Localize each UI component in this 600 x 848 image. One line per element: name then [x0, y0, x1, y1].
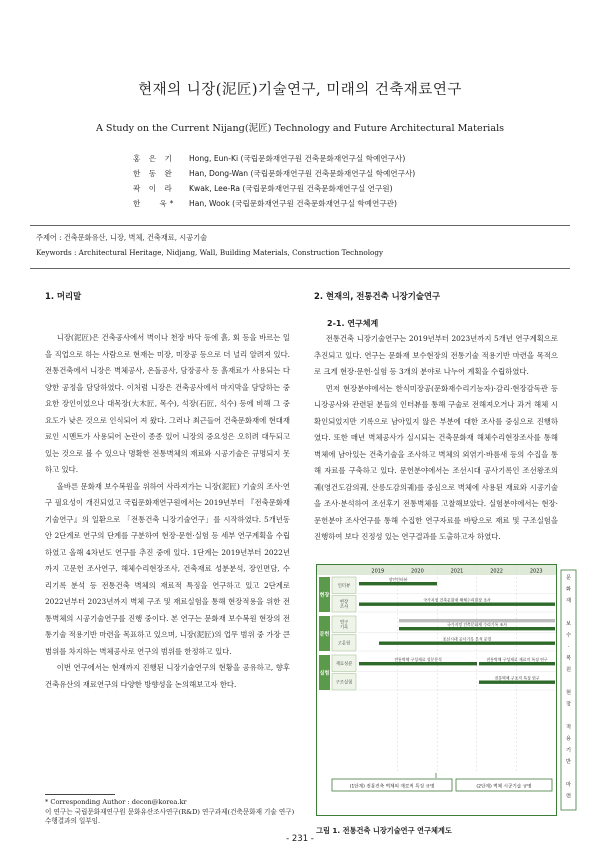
author-korean-name: 홍 은 기 — [133, 154, 175, 163]
side-goal-char: 문 — [565, 575, 572, 581]
side-goal-char: 수 — [565, 632, 572, 639]
year-label: 2022 — [490, 568, 503, 575]
author-line — [133, 198, 573, 212]
row-label: 고문헌 — [337, 641, 351, 647]
timeline-bar — [479, 681, 555, 684]
author-affiliation: Hong, Eun-Ki (국립문화재연구원 건축문화재연구실 학예연구사) — [189, 154, 406, 163]
stage-2-label: (2단계) 벽체 시공기술 규명 — [476, 784, 532, 790]
side-goal-char: 화 — [565, 586, 572, 593]
funding-note: 이 연구는 국립문화재연구원 문화유산조사연구(R&D) 연구과제(건축문화재 기술 연구) 수행결과의 일부임. — [45, 807, 295, 825]
row-label: 기록 — [339, 625, 349, 631]
paragraph: 니장(泥匠)은 건축공사에서 벽이나 천장 바닥 등에 흙, 회 등을 바르는 일을 직업으로 하는 사람으로 현재는 미장, 미장공 등으로 더 널리 알려져 있다. 전통건축에서 니장은 벽체공사, 온돌공사, 담장공사 등 흙재료가 사용되는 다양한 공정을 담당하였다. 이처럼 니장은 건축공사에서 마지막을 담당하는 중요한 장인이었으나 대목장(大木匠, 목수), 석장(石匠, 석수) 등에 비해 그 중요도가 낮은 것으로 인식되어 져 왔다. 그러나 최근들어 건축문화재에 현대재료인 시멘트가 사용되어 논란이 종종 있어 니장의 중요성은 오히려 대두되고 있는 것으로 볼 수 있으나 명확한 전통벽체의 재료와 시공기술은 규명되지 못하고 있다. — [45, 333, 290, 474]
timeline-bar-label: 전통벽체 구성재료 재료적 특징 연구 — [486, 656, 548, 662]
side-goal-char: · — [567, 644, 570, 650]
author-korean-name: 곽 이 라 — [133, 184, 175, 193]
timeline-bar — [359, 582, 437, 585]
research-framework-diagram — [316, 564, 578, 820]
paper-subtitle: A Study on the Current Nijang(泥匠) Technology and Future Architectural Materials — [95, 123, 505, 134]
side-goal-char: 현 — [565, 690, 572, 696]
timeline-bar-label: 국가지정 건축문화재 수리기록 조사 — [446, 621, 508, 627]
left-column-body — [45, 330, 290, 693]
year-label: 2019 — [371, 568, 385, 575]
paragraph: 올바른 문화재 보수복원을 위하여 사라져가는 니장(泥匠) 기술의 조사·연구 필요성이 개진되었고 국립문화재연구원에서는 2019년부터 『전축문화재 기술연구』의 일환으로 「전통건축 니장기술연구」를 시작하였다. 5개년동안 2단계로 연구의 단계를 구분하여 현장·문헌·실험 등 세부 연구계획을 수립하였고 올해 4차년도 연구를 추진 중에 있다. 1단계는 2019년부터 2022년까지 고문헌 조사연구, 해체수리현장조사, 건축재료 성분분석, 장인면담, 수리기록 분석 등 전통건축 벽체의 재료적 특징을 연구하고 있고 2단계로 2022년부터 2023년까지 벽체 구조 및 재료실험을 통해 현장적용을 위한 전통벽체의 시공기술연구를 진행 중이다. 본 연구는 문화재 보수복원 현장의 전통기술 적용기반 마련을 목표하고 있으며, 니장(泥匠)의 업무 범위 중 가장 큰 범위를 차지하는 벽체공사로 연구의 범위를 한정하고 있다. — [45, 481, 290, 656]
author-korean-name: 한 욱* — [133, 199, 177, 208]
page-number: - 231 - — [286, 834, 314, 844]
row-label: 현장 — [339, 599, 349, 605]
side-goal-char: 적 — [565, 724, 572, 731]
side-goal-char: 마 — [565, 782, 572, 788]
section-1-heading: 1. 머리말 — [45, 291, 82, 301]
group-label: 문헌 — [319, 631, 330, 638]
row-label: 인터뷰 — [337, 583, 351, 589]
timeline-bar-label: 국가지정 건축문화재 해체수리현장 조사 — [423, 597, 491, 603]
group-label: 현장 — [319, 592, 330, 599]
year-header-band — [317, 565, 556, 575]
timeline-bar-label: 장인인터뷰 — [388, 576, 408, 582]
author-affiliation: Kwak, Lee-Ra (국립문화재연구원 건축문화재연구실 연구원) — [189, 184, 393, 193]
author-korean-name: 한 동 완 — [133, 169, 175, 178]
keywords-korean: 주제어 : 건축문화유산, 니장, 벽체, 건축재료, 시공기술 — [36, 233, 208, 242]
side-goal-char: 재 — [565, 598, 572, 604]
timeline-bar-label: 전통벽체 구성재료 성분분석 — [394, 656, 442, 662]
year-label: 2021 — [450, 568, 464, 575]
group-label: 실험 — [319, 670, 330, 677]
side-goal-char: 용 — [565, 736, 572, 742]
row-label: 연구 — [339, 620, 349, 626]
side-goal-char: 기 — [565, 747, 572, 754]
author-affiliation: Han, Dong-Wan (국립문화재연구원 건축문화재연구실 학예연구사) — [189, 169, 416, 178]
footnote-divider — [45, 794, 115, 795]
timeline-bar — [479, 662, 555, 665]
year-label: 2023 — [529, 568, 543, 575]
side-goal-char: 원 — [565, 667, 572, 673]
figure-caption: 그림 1. 전통건축 니장기술연구 연구체계도 — [316, 826, 452, 835]
side-goal-char: 련 — [565, 793, 572, 800]
footnote — [45, 798, 295, 827]
right-column-body — [314, 331, 558, 546]
corresponding-author: * Corresponding Author : decon@korea.kr — [45, 798, 187, 806]
side-goal-char: 반 — [565, 759, 572, 765]
author-line — [133, 168, 573, 182]
keywords-box — [30, 225, 570, 269]
side-goal-char: 장 — [565, 701, 572, 708]
author-affiliation: Han, Wook (국립문화재연구원 건축문화재연구실 학예연구관) — [189, 199, 397, 208]
row-label: 구조실험 — [335, 680, 353, 686]
paragraph: 먼저 현장분야에서는 한식미장공(문화재수리기능자)·감리·현장감독관 등 니장공사와 관련된 분들의 인터뷰를 통해 구술로 전해져오거나 과거 해체 시 확인되었지만 기록으로 남아있지 않은 부분에 대한 조사를 중심으로 진행하였다. 또한 매년 벽체공사가 실시되는 건축문화재 해체수리현장조사를 통해 벽체에 남아있는 건축기술을 조사하고 벽체의 외엮기·바름새 등의 수집을 통해 자료를 구축하고 있다. 문헌분야에서는 조선시대 공사기록인 조선왕조의궤(영건도감의궤, 산릉도감의궤)를 중심으로 벽체에 사용된 재료와 시공기술을 조사·분석하여 조선후기 전통벽체를 고찰해보았다. 실험분야에서는 현장·문헌분야 조사연구를 통해 수집한 연구자료를 바탕으로 재료 및 구조실험을 진행하여 보다 진정성 있는 연구결과를 도출하고자 하였다. — [314, 383, 558, 541]
timeline-bar — [359, 603, 555, 606]
timeline-bar-label: 조선시대 공사기록 분석 문헌 — [442, 636, 492, 642]
paragraph: 이번 연구에서는 현재까지 진행된 니장기술연구의 현황을 공유하고, 향후 건축유산의 재료연구의 다양한 방향성을 논의해보고자 한다. — [45, 663, 290, 689]
author-line — [133, 153, 573, 167]
keywords-english: Keywords : Architectural Heritage, Nidjang, Wall, Building Materials, Construction Technology — [36, 248, 384, 257]
side-goal-char: 복 — [565, 655, 572, 662]
side-goal-char: 보 — [565, 621, 572, 627]
subsection-2-1-heading: 2-1. 연구체계 — [327, 319, 379, 328]
timeline-bar-label: 전통벽체 구조적 특징 연구 — [494, 675, 540, 681]
paragraph: 전통건축 니장기술연구는 2019년부터 2023년까지 5개년 연구계획으로 추진되고 있다. 연구는 문화재 보수현장의 전통기술 적용기반 마련을 목적으로 크게 현장·문헌·실험 등 3개의 분야로 나누어 계획을 수립하였다. — [314, 334, 558, 376]
row-label: 재료성분 — [335, 661, 353, 667]
section-2-heading: 2. 현재의, 전통건축 니장기술연구 — [314, 291, 441, 301]
timeline-bar — [359, 662, 477, 665]
year-label: 2020 — [411, 568, 424, 575]
row-label: 조사 — [339, 604, 349, 610]
timeline-bar — [399, 627, 555, 630]
stage-1-label: (1단계) 전통건축 벽체의 재료적 특징 규명 — [349, 784, 435, 790]
author-line — [133, 183, 573, 197]
timeline-bar — [379, 642, 555, 645]
paper-title: 현재의 니장(泥匠)기술연구, 미래의 건축재료연구 — [138, 82, 462, 98]
